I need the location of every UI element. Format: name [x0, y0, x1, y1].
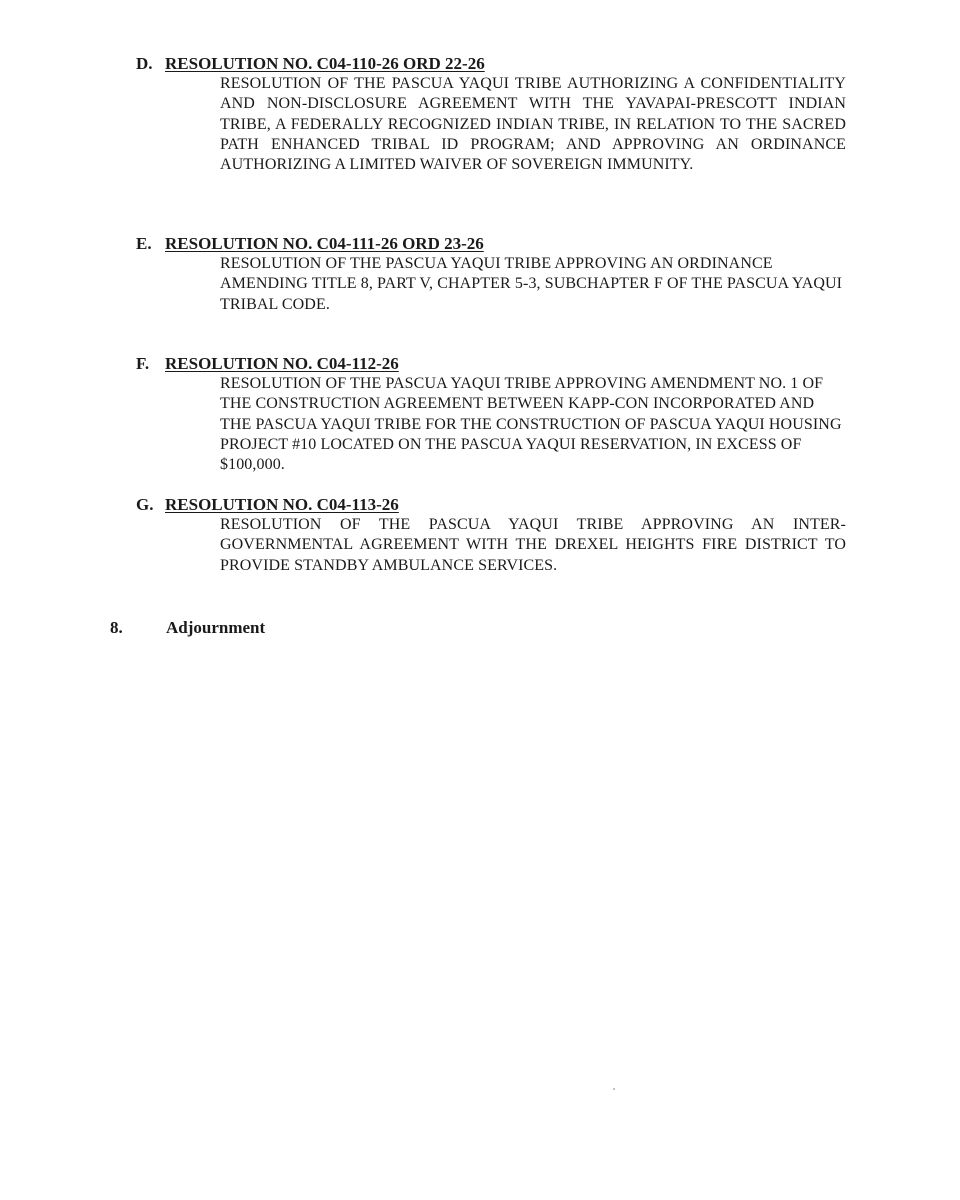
resolution-number: RESOLUTION NO. C04-110-26 ORD 22-26 — [165, 54, 485, 73]
item-letter: D. — [136, 54, 153, 73]
item-letter: G. — [136, 495, 154, 514]
resolution-description: RESOLUTION OF THE PASCUA YAQUI TRIBE APPROVING AN INTER-GOVERNMENTAL AGREEMENT WITH THE DREXEL HEIGHTS FIRE DISTRICT TO PROVIDE STANDBY AMBULANCE SERVICES. — [220, 516, 846, 574]
resolution-description: RESOLUTION OF THE PASCUA YAQUI TRIBE APPROVING AMENDMENT NO. 1 OF THE CONSTRUCTION AGREEMENT BETWEEN KAPP-CON INCORPORATED AND THE PASCUA YAQUI TRIBE FOR THE CONSTRUCTION OF PASCUA YAQUI HOUSING PROJECT #10 LOCATED ON THE PASCUA YAQUI RESERVATION, IN EXCESS OF $100,000. — [220, 375, 842, 474]
item-letter: E. — [136, 234, 152, 253]
resolution-number: RESOLUTION NO. C04-113-26 — [165, 495, 399, 514]
section-title: Adjournment — [166, 618, 266, 637]
resolution-description: RESOLUTION OF THE PASCUA YAQUI TRIBE AUTHORIZING A CONFIDENTIALITY AND NON-DISCLOSURE AGREEMENT WITH THE YAVAPAI-PRESCOTT INDIAN TRIBE, A FEDERALLY RECOGNIZED INDIAN TRIBE, IN RELATION TO THE SACRED PATH ENHANCED TRIBAL ID PROGRAM; AND APPROVING AN ORDINANCE AUTHORIZING A LIMITED WAIVER OF SOVEREIGN IMMUNITY. — [220, 75, 846, 174]
resolution-description: RESOLUTION OF THE PASCUA YAQUI TRIBE APPROVING AN ORDINANCE AMENDING TITLE 8, PART V, CHAPTER 5-3, SUBCHAPTER F OF THE PASCUA YAQUI TRIBAL CODE. — [220, 255, 843, 313]
item-heading — [136, 354, 856, 374]
agenda-item-g — [136, 495, 856, 576]
item-letter: F. — [136, 354, 150, 373]
section-number: 8. — [110, 618, 123, 637]
resolution-number: RESOLUTION NO. C04-111-26 ORD 23-26 — [165, 234, 484, 253]
agenda-item-d — [136, 54, 856, 175]
item-heading — [136, 54, 856, 74]
agenda-section-adjournment — [110, 618, 265, 638]
scan-artifact — [613, 1088, 615, 1090]
agenda-item-f — [136, 354, 856, 475]
item-heading — [136, 234, 856, 254]
agenda-item-e — [136, 234, 856, 315]
item-heading — [136, 495, 856, 515]
resolution-number: RESOLUTION NO. C04-112-26 — [165, 354, 399, 373]
